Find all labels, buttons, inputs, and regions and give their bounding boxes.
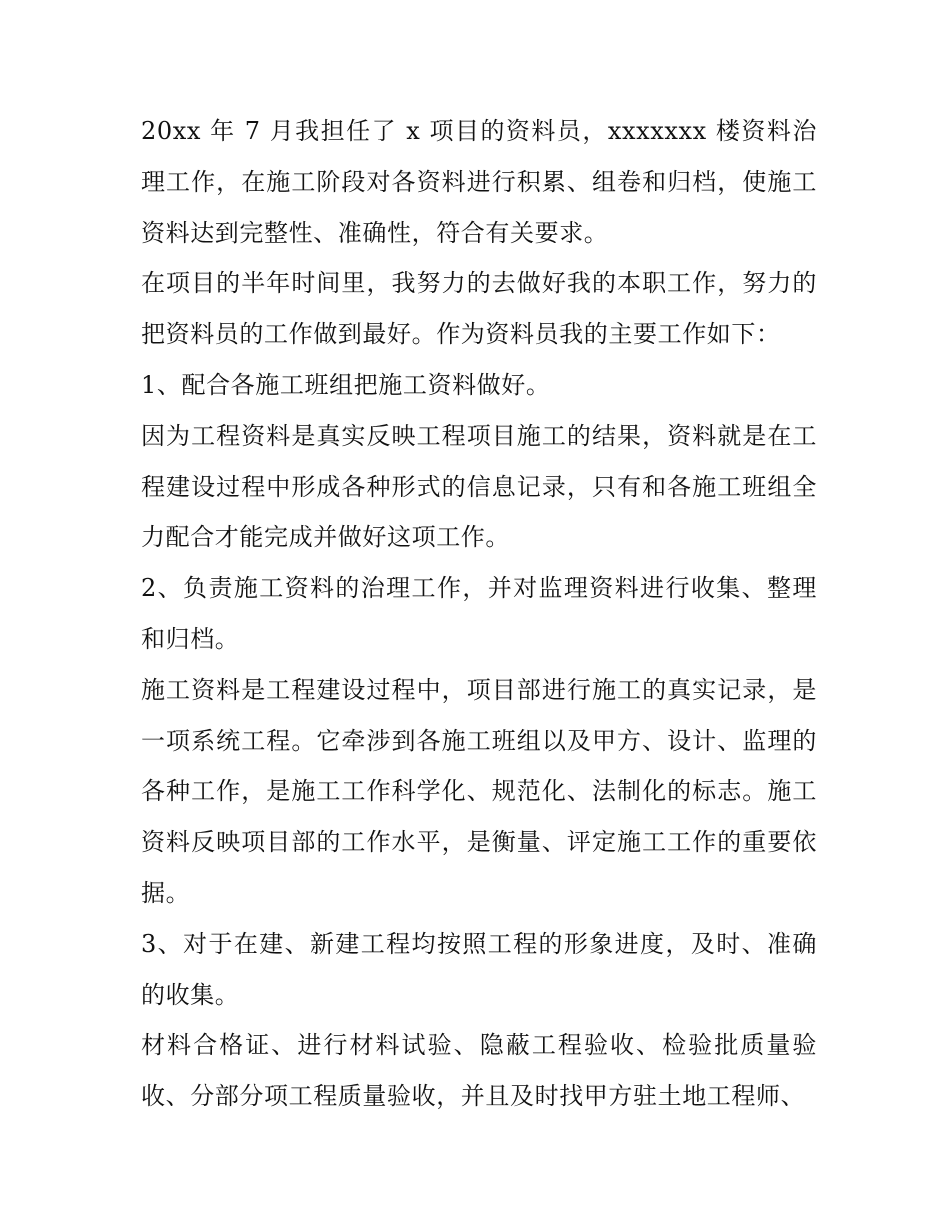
paragraph-item-3-body: 材料合格证、进行材料试验、隐蔽工程验收、检验批质量验收、分部分项工程质量验收，并且及时找甲方驻土地工程师、 [141, 1031, 817, 1111]
paragraph-item-3-heading: 3、对于在建、新建工程均按照工程的形象进度，及时、准确的收集。 [141, 929, 817, 1009]
paragraph-item-2-heading: 2、负责施工资料的治理工作，并对监理资料进行收集、整理和归档。 [141, 574, 817, 653]
paragraph-item-1-body: 因为工程资料是真实反映工程项目施工的结果，资料就是在工程建设过程中形成各种形式的信息记录，只有和各施工班组全力配合才能完成并做好这项工作。 [141, 421, 817, 552]
paragraph-duties-intro: 在项目的半年时间里，我努力的去做好我的本职工作，努力的把资料员的工作做到最好。作为资料员我的主要工作如下： [141, 269, 817, 349]
paragraph-intro: 20xx 年 7 月我担任了 x 项目的资料员，xxxxxxx 楼资料治理工作，在施工阶段对各资料进行积累、组卷和归档，使施工资料达到完整性、准确性，符合有关要求。 [141, 117, 817, 247]
paragraph-item-2-body: 施工资料是工程建设过程中，项目部进行施工的真实记录，是一项系统工程。它牵涉到各施工班组以及甲方、设计、监理的各种工作，是施工工作科学化、规范化、法制化的标志。施工资料反映项目部的工作水平，是衡量、评定施工工作的重要依据。 [141, 675, 817, 907]
document-body [141, 106, 817, 1122]
paragraph-item-1-heading: 1、配合各施工班组把施工资料做好。 [141, 370, 551, 399]
